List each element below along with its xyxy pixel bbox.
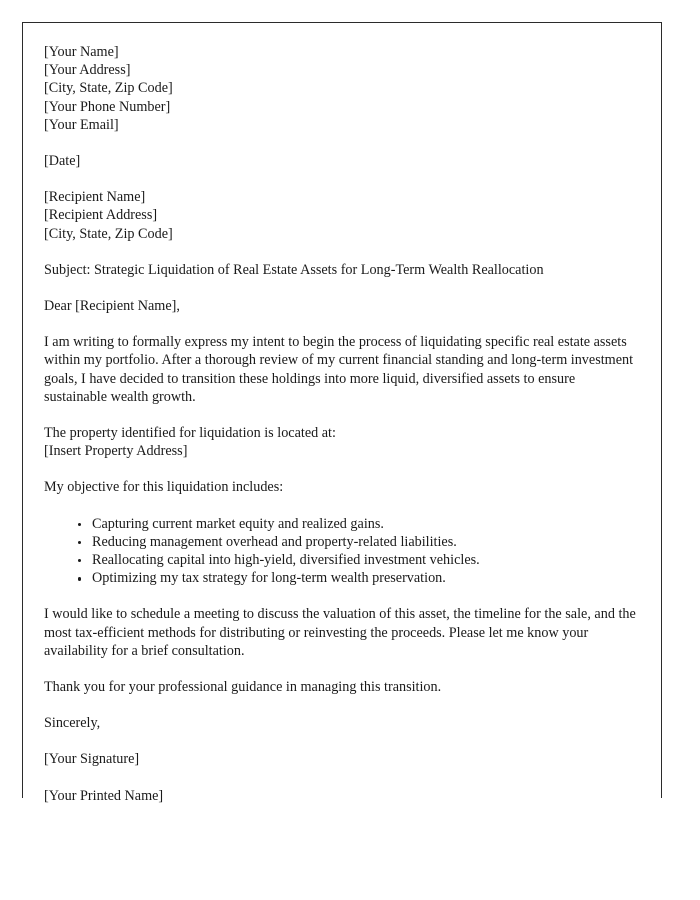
sender-name-line: [Your Name] xyxy=(44,44,119,60)
date-line: [Date] xyxy=(44,153,81,170)
paragraph-thanks: Thank you for your professional guidance in managing this transition. xyxy=(44,679,442,696)
recipient-city-line: [City, State, Zip Code] xyxy=(44,225,173,242)
sender-email-line: [Your Email] xyxy=(44,116,119,133)
objectives-list xyxy=(44,515,639,588)
sender-street-line: [Your Address] xyxy=(44,62,131,79)
paragraph-meeting: I would like to schedule a meeting to discuss the valuation of this asset, the timeline for the sale, and the most tax-efficient methods for distributing or reinvesting the proceeds. Please let me know your availability for a brief consultation. xyxy=(44,606,636,659)
paragraph-intro: I am writing to formally express my intent to begin the process of liquidating specific real estate assets within my portfolio. After a thorough review of my current financial standing and long-term investment goals, I have decided to transition these holdings into more liquid, diversified assets to ensure sustainable wealth growth. xyxy=(44,334,634,405)
subject-line: Subject: Strategic Liquidation of Real Estate Assets for Long-Term Wealth Reallocation xyxy=(44,261,544,278)
recipient-address-block xyxy=(44,188,639,243)
sender-address-block xyxy=(44,43,639,134)
letter-body xyxy=(44,43,639,805)
recipient-name-line: [Recipient Name] xyxy=(44,189,146,206)
list-item: Reducing management overhead and property-related liabilities. xyxy=(78,533,639,551)
list-item: Optimizing my tax strategy for long-term wealth preservation. xyxy=(78,569,639,587)
recipient-street-line: [Recipient Address] xyxy=(44,207,158,224)
objectives-intro: My objective for this liquidation includes: xyxy=(44,479,284,496)
sender-city-line: [City, State, Zip Code] xyxy=(44,80,173,97)
salutation: Dear [Recipient Name], xyxy=(44,298,180,315)
letter-page xyxy=(22,22,662,804)
property-intro-line: The property identified for liquidation is located at: xyxy=(44,425,336,442)
sender-phone-line: [Your Phone Number] xyxy=(44,98,171,115)
list-item: Capturing current market equity and realized gains. xyxy=(78,515,639,533)
list-item: Reallocating capital into high-yield, diversified investment vehicles. xyxy=(78,551,639,569)
property-address-line: [Insert Property Address] xyxy=(44,443,188,460)
closing-salutation: Sincerely, xyxy=(44,715,101,732)
property-block xyxy=(44,424,639,460)
printed-name-placeholder: [Your Printed Name] xyxy=(44,787,164,804)
signature-placeholder: [Your Signature] xyxy=(44,751,140,768)
